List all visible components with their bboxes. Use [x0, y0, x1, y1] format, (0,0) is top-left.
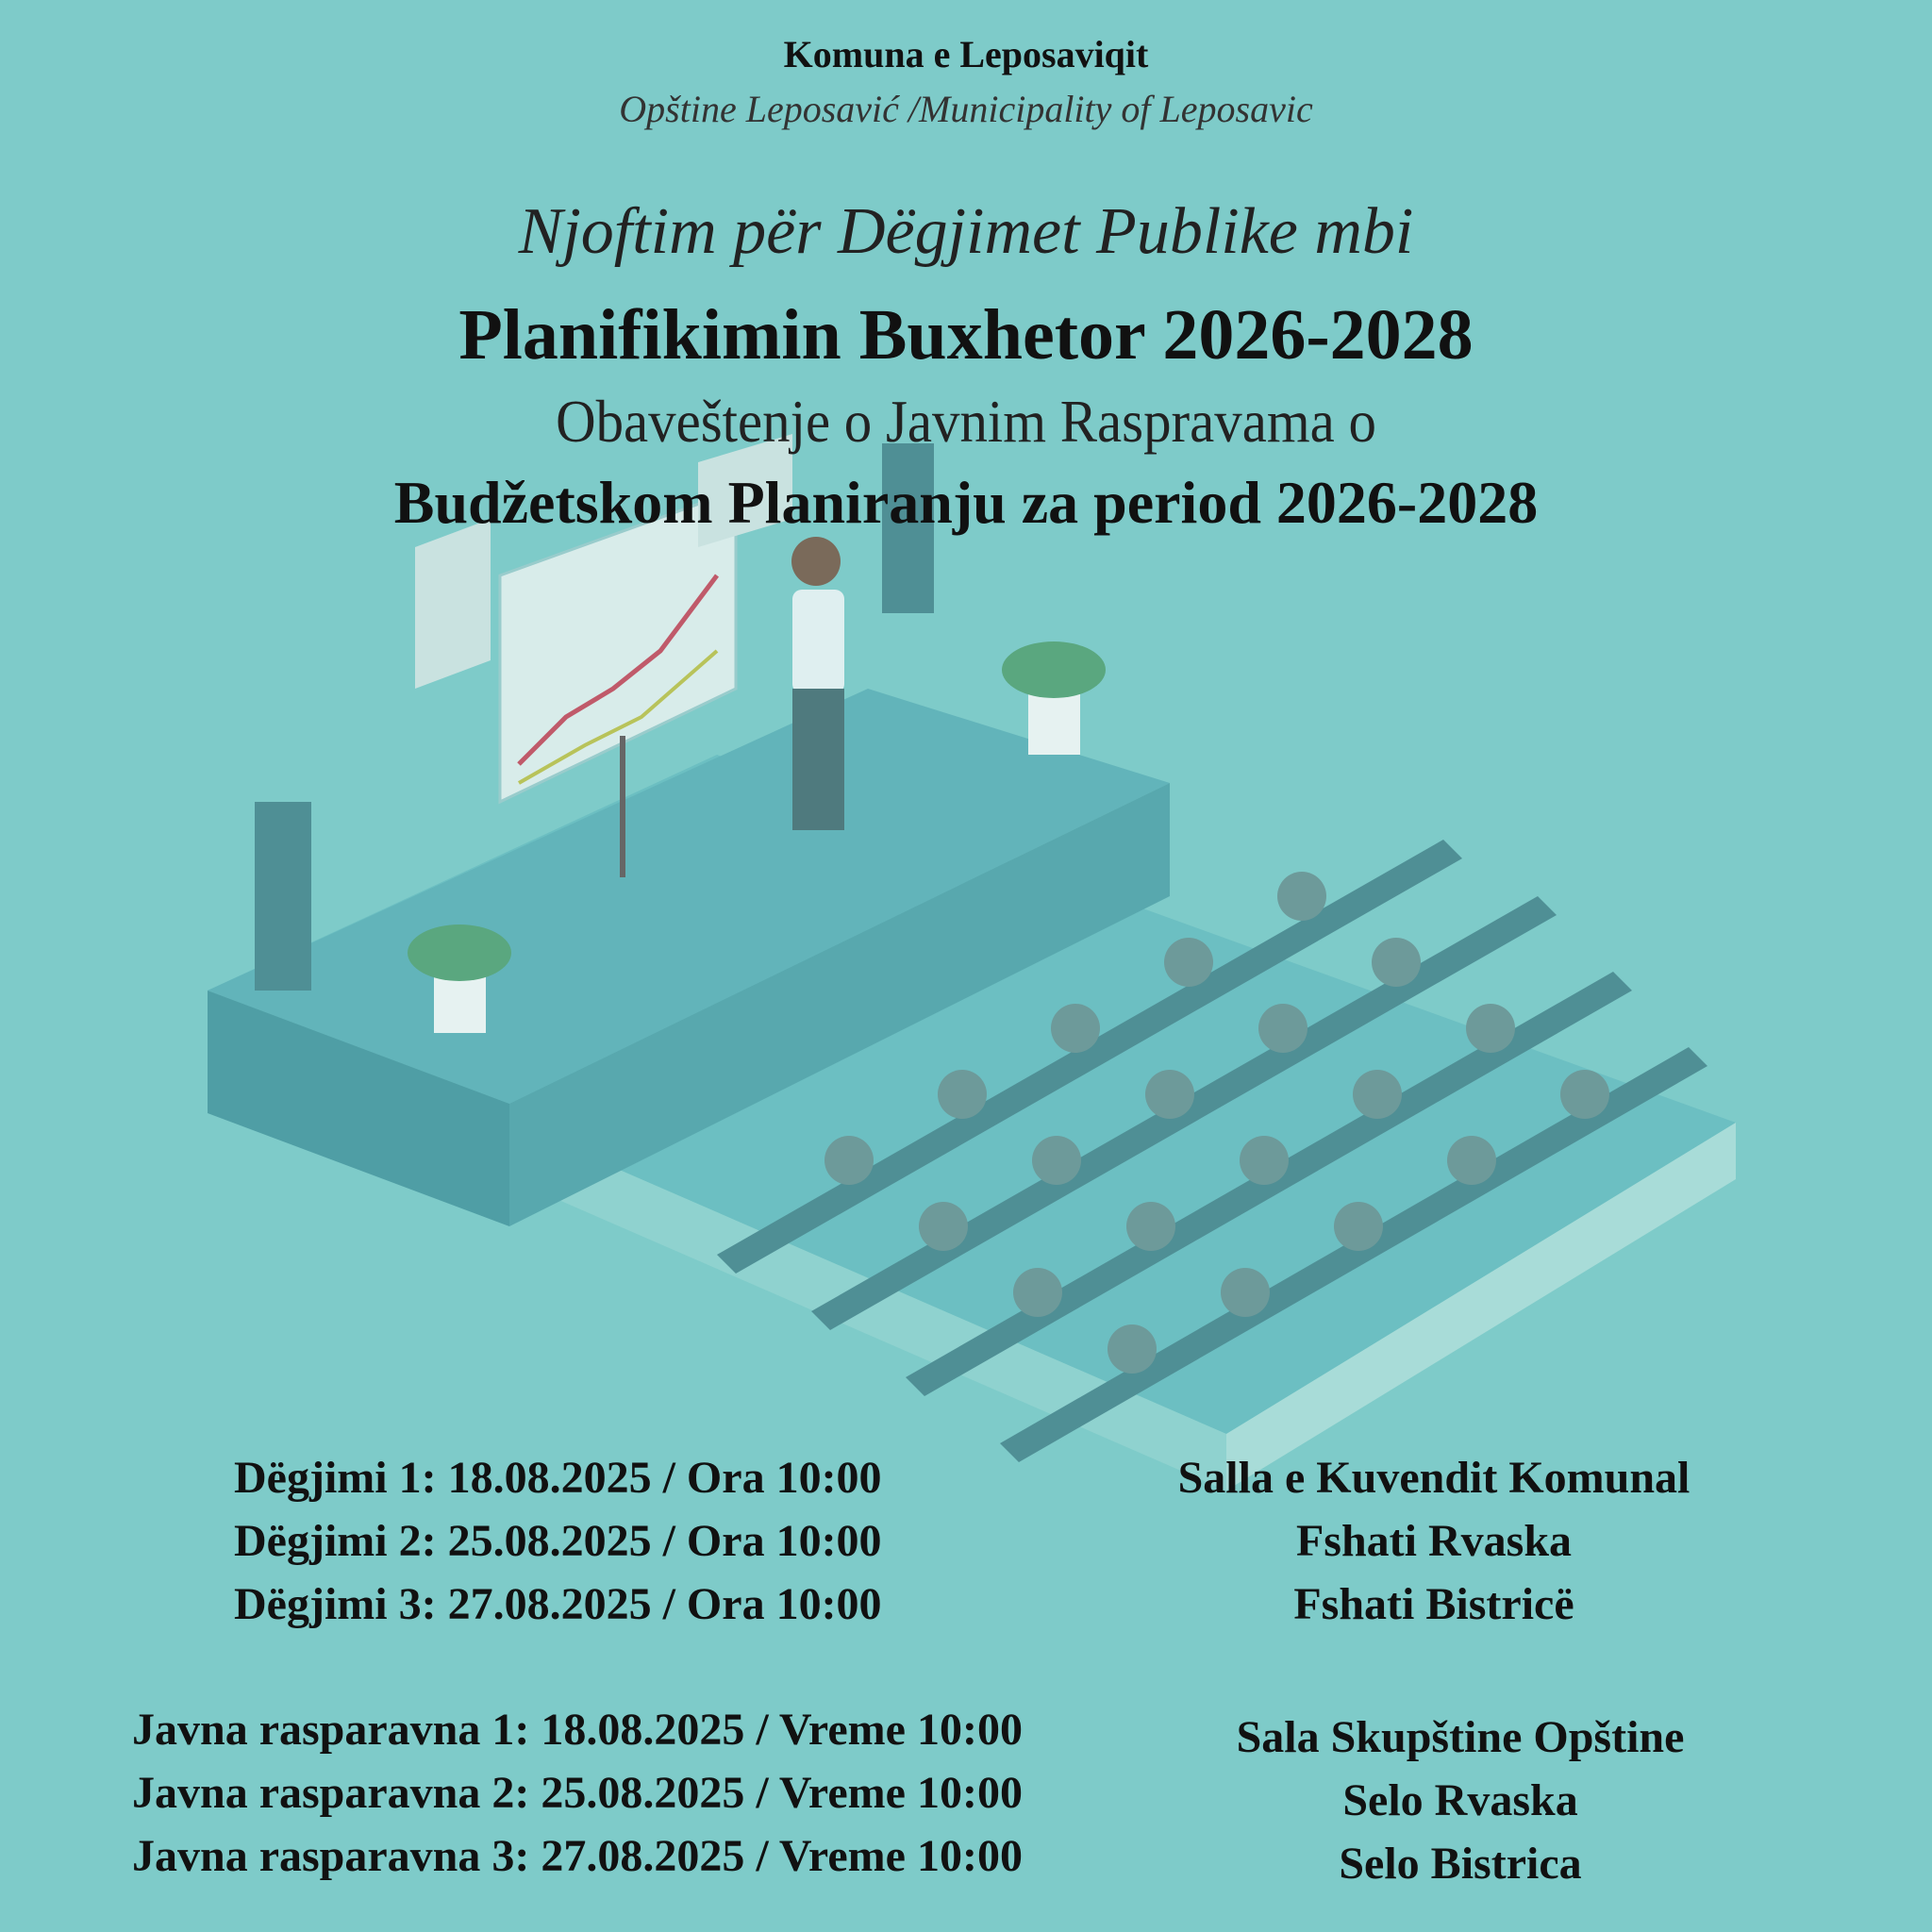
- notice-title-serbian: Obaveštenje o Javnim Raspravama o: [556, 388, 1376, 455]
- org-title-albanian: Komuna e Leposaviqit: [783, 33, 1149, 75]
- schedule-location: Fshati Rvaska: [1295, 1516, 1573, 1566]
- schedule-item: Javna rasparavna 3: 27.08.2025 / Vreme 10:00: [132, 1831, 1023, 1881]
- schedule-item: Dëgjimi 1: 18.08.2025 / Ora 10:00: [234, 1453, 882, 1503]
- notice-subject-serbian: Budžetskom Planiranju za period 2026-2028: [393, 469, 1539, 536]
- schedule-albanian-locations: [1132, 1446, 1736, 1636]
- notice-subject-albanian: Planifikimin Buxhetor 2026-2028: [458, 295, 1474, 375]
- schedule-item: Dëgjimi 2: 25.08.2025 / Ora 10:00: [234, 1516, 882, 1566]
- schedule-albanian-dates: [234, 1446, 882, 1636]
- schedule-location: Sala Skupštine Opštine: [1236, 1712, 1685, 1762]
- schedule-serbian-dates: [132, 1698, 1023, 1888]
- schedule-location: Selo Bistrica: [1339, 1839, 1582, 1889]
- schedule-location: Fshati Bistricë: [1293, 1579, 1574, 1629]
- schedule-item: Javna rasparavna 1: 18.08.2025 / Vreme 10:00: [132, 1705, 1023, 1755]
- schedule-item: Dëgjimi 3: 27.08.2025 / Ora 10:00: [234, 1579, 882, 1629]
- notice-title-albanian: Njoftim për Dëgjimet Publike mbi: [518, 195, 1414, 268]
- schedule-location: Selo Rvaska: [1342, 1775, 1578, 1825]
- schedule-item: Javna rasparavna 2: 25.08.2025 / Vreme 10:00: [132, 1768, 1023, 1818]
- schedule-serbian-locations: [1177, 1706, 1743, 1895]
- org-title-serbian-english: Opštine Leposavić /Municipality of Leposavic: [619, 88, 1313, 130]
- schedule-location: Salla e Kuvendit Komunal: [1177, 1453, 1690, 1503]
